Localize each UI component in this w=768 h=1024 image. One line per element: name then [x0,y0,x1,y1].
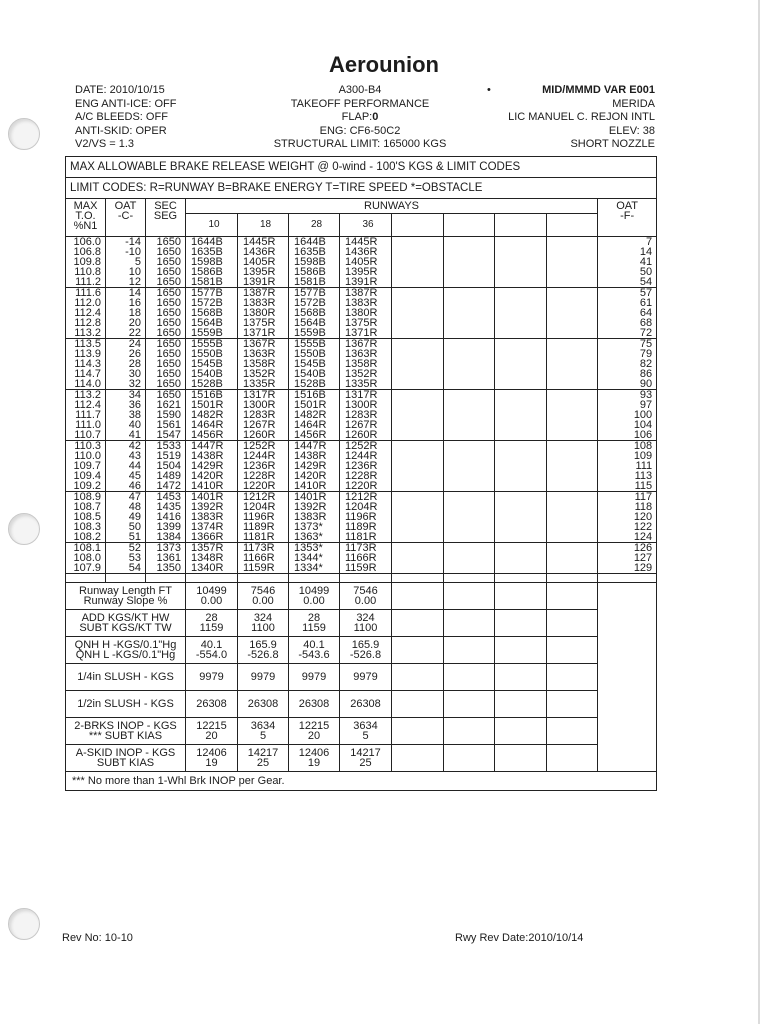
empty-cell [392,339,444,390]
correction-value-runway-36: 3634 5 [340,718,392,745]
correction-value-runway-10: 26308 [186,691,238,718]
header-structural-limit: STRUCTURAL LIMIT: 165000 KGS [273,138,447,150]
correction-value-runway-18: 324 1100 [238,610,289,637]
data-row-group [66,237,657,288]
empty-cell [495,390,547,441]
empty-cell [495,288,547,339]
empty-cell [392,237,444,288]
empty-cell [495,691,547,718]
sec-seg-cell: 1453 1435 1416 1399 1384 [146,492,186,543]
correction-value-runway-18: 165.9 -526.8 [238,637,289,664]
empty-cell [444,492,495,543]
empty-cell [444,745,495,772]
runway-36-weight-cell: 1252R 1244R 1236R 1228R 1220R [340,441,392,492]
empty-cell [495,441,547,492]
spacer-cell [547,574,598,583]
runway-36-weight-cell: 1173R 1166R 1159R [340,543,392,574]
spacer-cell [495,574,547,583]
empty-cell [392,610,444,637]
empty-cell [495,745,547,772]
empty-cell [392,637,444,664]
empty-cell [598,664,657,691]
header-empty-col [444,214,495,237]
data-row-group [66,492,657,543]
correction-row [66,745,657,772]
empty-cell [547,543,598,574]
header-ac-bleeds: A/C BLEEDS: OFF [75,111,168,123]
oat-f-cell: 117 118 120 122 124 [598,492,657,543]
data-row-group [66,441,657,492]
empty-cell [444,237,495,288]
spacer-cell [146,574,186,583]
empty-cell [547,691,598,718]
oat-f-cell: 57 61 64 68 72 [598,288,657,339]
header-nozzle: SHORT NOZZLE [570,138,655,150]
runway-36-weight-cell: 1387R 1383R 1380R 1375R 1371R [340,288,392,339]
empty-cell [547,237,598,288]
runway-18-weight-cell: 1317R 1300R 1283R 1267R 1260R [238,390,289,441]
header-flap: FLAP:0 [341,111,379,123]
empty-cell [392,543,444,574]
correction-label: A-SKID INOP - KGS SUBT KIAS [66,745,186,772]
empty-cell [598,583,657,610]
correction-row [66,583,657,610]
header-bullet: • [487,84,491,96]
empty-cell [547,664,598,691]
sec-seg-cell: 1650 1621 1590 1561 1547 [146,390,186,441]
empty-cell [392,441,444,492]
oat-c-cell: 14 16 18 20 22 [106,288,146,339]
empty-cell [495,637,547,664]
runway-28-weight-cell: 1353* 1344* 1334* [289,543,340,574]
empty-cell [444,339,495,390]
header-max-to-n1: MAX T.O. %N1 [66,199,106,237]
spacer-cell [444,574,495,583]
correction-value-runway-28: 12215 20 [289,718,340,745]
spacer-cell [289,574,340,583]
header-flap-value: 0 [372,111,379,123]
correction-value-runway-10: 12215 20 [186,718,238,745]
runway-36-weight-cell: 1445R 1436R 1405R 1395R 1391R [340,237,392,288]
correction-value-runway-18: 3634 5 [238,718,289,745]
spacer-cell [186,574,238,583]
runway-10-weight-cell: 1644B 1635B 1598B 1586B 1581B [186,237,238,288]
correction-value-runway-18: 7546 0.00 [238,583,289,610]
header-runways: RUNWAYS [186,199,598,214]
correction-value-runway-36: 165.9 -526.8 [340,637,392,664]
correction-value-runway-10: 40.1 -554.0 [186,637,238,664]
header-anti-skid: ANTI-SKID: OPER [75,124,167,137]
correction-value-runway-28: 9979 [289,664,340,691]
correction-value-runway-28: 10499 0.00 [289,583,340,610]
oat-f-cell: 126 127 129 [598,543,657,574]
correction-value-runway-28: 26308 [289,691,340,718]
max-n1-cell: 113.5 113.9 114.3 114.7 114.0 [66,339,106,390]
empty-cell [547,745,598,772]
empty-cell [547,339,598,390]
empty-cell [392,492,444,543]
runway-10-weight-cell: 1555B 1550B 1545B 1540B 1528B [186,339,238,390]
sec-seg-cell: 1650 1650 1650 1650 1650 [146,288,186,339]
max-n1-cell: 108.9 108.7 108.5 108.3 108.2 [66,492,106,543]
empty-cell [495,237,547,288]
footer-rev-no: Rev No: 10-10 [62,932,133,944]
correction-value-runway-28: 28 1159 [289,610,340,637]
empty-cell [444,637,495,664]
header-engine: ENG: CF6-50C2 [319,124,401,137]
empty-cell [598,610,657,637]
data-row-group [66,543,657,574]
oat-c-cell: 47 48 49 50 51 [106,492,146,543]
runway-28-weight-cell: 1577B 1572B 1568B 1564B 1559B [289,288,340,339]
header-center-block [250,84,470,152]
empty-cell [547,637,598,664]
footer-rwy-rev-date: Rwy Rev Date:2010/10/14 [455,932,584,944]
header-runway-18: 18 [238,214,289,237]
spacer-cell [106,574,146,583]
sec-seg-cell: 1373 1361 1350 [146,543,186,574]
correction-value-runway-10: 12406 19 [186,745,238,772]
header-empty-col [495,214,547,237]
spacer-cell [66,574,106,583]
empty-cell [444,543,495,574]
oat-c-cell: -14 -10 5 10 12 [106,237,146,288]
empty-cell [547,288,598,339]
runway-10-weight-cell: 1447R 1438R 1429R 1420R 1410R [186,441,238,492]
header-aircraft: A300-B4 [338,84,382,96]
data-row-group [66,288,657,339]
oat-f-cell: 7 14 41 50 54 [598,237,657,288]
correction-value-runway-36: 9979 [340,664,392,691]
correction-row [66,610,657,637]
correction-label: ADD KGS/KT HW SUBT KGS/KT TW [66,610,186,637]
table-banner: MAX ALLOWABLE BRAKE RELEASE WEIGHT @ 0-wind - 100'S KGS & LIMIT CODES [66,157,657,178]
correction-value-runway-10: 10499 0.00 [186,583,238,610]
runway-36-weight-cell: 1212R 1204R 1196R 1189R 1181R [340,492,392,543]
max-n1-cell: 110.3 110.0 109.7 109.4 109.2 [66,441,106,492]
empty-cell [495,339,547,390]
empty-cell [598,691,657,718]
oat-c-cell: 42 43 44 45 46 [106,441,146,492]
empty-cell [444,390,495,441]
max-n1-cell: 111.6 112.0 112.4 112.8 113.2 [66,288,106,339]
correction-value-runway-18: 14217 25 [238,745,289,772]
sec-seg-cell: 1650 1650 1650 1650 1650 [146,237,186,288]
runway-10-weight-cell: 1357R 1348R 1340R [186,543,238,574]
correction-row [66,637,657,664]
correction-label: Runway Length FT Runway Slope % [66,583,186,610]
empty-cell [495,718,547,745]
empty-cell [392,390,444,441]
header-perf-title: TAKEOFF PERFORMANCE [290,97,430,110]
runway-28-weight-cell: 1555B 1550B 1545B 1540B 1528B [289,339,340,390]
runway-28-weight-cell: 1447R 1438R 1429R 1420R 1410R [289,441,340,492]
header-oat-c: OAT -C- [106,199,146,237]
header-empty-col [547,214,598,237]
runway-18-weight-cell: 1387R 1383R 1380R 1375R 1371R [238,288,289,339]
empty-cell [547,610,598,637]
header-left-block [75,84,176,152]
max-n1-cell: 113.2 112.4 111.7 111.0 110.7 [66,390,106,441]
empty-cell [598,745,657,772]
runway-18-weight-cell: 1445R 1436R 1405R 1395R 1391R [238,237,289,288]
correction-label: QNH H -KGS/0.1"Hg QNH L -KGS/0.1"Hg [66,637,186,664]
correction-label: 1/2in SLUSH - KGS [66,691,186,718]
empty-cell [444,610,495,637]
runway-10-weight-cell: 1577B 1572B 1568B 1564B 1559B [186,288,238,339]
empty-cell [495,492,547,543]
empty-cell [444,691,495,718]
empty-cell [495,610,547,637]
empty-cell [495,664,547,691]
runway-36-weight-cell: 1317R 1300R 1283R 1267R 1260R [340,390,392,441]
header-eng-anti-ice: ENG ANTI-ICE: OFF [75,97,177,110]
sec-seg-cell: 1533 1519 1504 1489 1472 [146,441,186,492]
header-runway-36: 36 [340,214,392,237]
sec-seg-cell: 1650 1650 1650 1650 1650 [146,339,186,390]
correction-label: 2-BRKS INOP - KGS *** SUBT KIAS [66,718,186,745]
max-n1-cell: 106.0 106.8 109.8 110.8 111.2 [66,237,106,288]
header-city: MERIDA [612,97,655,110]
correction-value-runway-36: 14217 25 [340,745,392,772]
spacer-cell [598,574,657,583]
data-row-group [66,390,657,441]
correction-row [66,691,657,718]
header-airport-name: LIC MANUEL C. REJON INTL [508,111,655,123]
correction-value-runway-28: 12406 19 [289,745,340,772]
header-sec-seg: SEC SEG [146,199,186,237]
runway-28-weight-cell: 1644B 1635B 1598B 1586B 1581B [289,237,340,288]
runway-10-weight-cell: 1401R 1392R 1383R 1374R 1366R [186,492,238,543]
empty-cell [392,691,444,718]
runway-18-weight-cell: 1252R 1244R 1236R 1228R 1220R [238,441,289,492]
header-empty-col [392,214,444,237]
note-row [66,772,657,791]
empty-cell [547,390,598,441]
oat-c-cell: 52 53 54 [106,543,146,574]
header-runway-10: 10 [186,214,238,237]
header-elevation: ELEV: 38 [608,124,655,137]
header-date: DATE: 2010/10/15 [75,84,165,96]
binder-hole-middle [8,513,40,545]
runway-18-weight-cell: 1173R 1166R 1159R [238,543,289,574]
oat-f-cell: 108 109 111 113 115 [598,441,657,492]
empty-cell [392,718,444,745]
runway-36-weight-cell: 1367R 1363R 1358R 1352R 1335R [340,339,392,390]
runway-28-weight-cell: 1516B 1501R 1482R 1464R 1456R [289,390,340,441]
footnote: *** No more than 1-Whl Brk INOP per Gear. [66,772,657,791]
runway-18-weight-cell: 1367R 1363R 1358R 1352R 1335R [238,339,289,390]
data-row-group [66,339,657,390]
correction-value-runway-18: 26308 [238,691,289,718]
empty-cell [547,492,598,543]
empty-cell [392,745,444,772]
empty-cell [444,441,495,492]
spacer-cell [340,574,392,583]
empty-cell [392,664,444,691]
empty-cell [547,441,598,492]
correction-value-runway-36: 26308 [340,691,392,718]
oat-c-cell: 24 26 28 30 32 [106,339,146,390]
empty-cell [444,288,495,339]
empty-cell [444,664,495,691]
correction-value-runway-28: 40.1 -543.6 [289,637,340,664]
runway-28-weight-cell: 1401R 1392R 1383R 1373* 1363* [289,492,340,543]
correction-row [66,718,657,745]
spacer-cell [238,574,289,583]
binder-hole-bottom [8,908,40,940]
binder-hole-top [8,118,40,150]
header-airport-code: MID/MMMD VAR E001 [542,84,655,96]
empty-cell [495,543,547,574]
runway-10-weight-cell: 1516B 1501R 1482R 1464R 1456R [186,390,238,441]
empty-cell [392,583,444,610]
empty-cell [598,637,657,664]
correction-value-runway-36: 324 1100 [340,610,392,637]
correction-value-runway-10: 9979 [186,664,238,691]
correction-value-runway-10: 28 1159 [186,610,238,637]
max-n1-cell: 108.1 108.0 107.9 [66,543,106,574]
performance-table [65,156,657,791]
oat-c-cell: 34 36 38 40 41 [106,390,146,441]
correction-label: 1/4in SLUSH - KGS [66,664,186,691]
oat-f-cell: 75 79 82 86 90 [598,339,657,390]
correction-value-runway-36: 7546 0.00 [340,583,392,610]
oat-f-cell: 93 97 100 104 106 [598,390,657,441]
empty-cell [598,718,657,745]
header-right-block [470,84,655,152]
limit-codes: LIMIT CODES: R=RUNWAY B=BRAKE ENERGY T=TIRE SPEED *=OBSTACLE [66,178,657,199]
empty-cell [547,583,598,610]
empty-cell [392,288,444,339]
document-title: Aerounion [329,52,439,77]
correction-value-runway-18: 9979 [238,664,289,691]
data-spacer-row [66,574,657,583]
header-oat-f: OAT -F- [598,199,657,237]
empty-cell [444,718,495,745]
correction-row [66,664,657,691]
empty-cell [444,583,495,610]
empty-cell [495,583,547,610]
header-v2vs: V2/VS = 1.3 [75,138,135,150]
empty-cell [547,718,598,745]
page-edge [758,0,760,1024]
header-runway-28: 28 [289,214,340,237]
runway-18-weight-cell: 1212R 1204R 1196R 1189R 1181R [238,492,289,543]
spacer-cell [392,574,444,583]
